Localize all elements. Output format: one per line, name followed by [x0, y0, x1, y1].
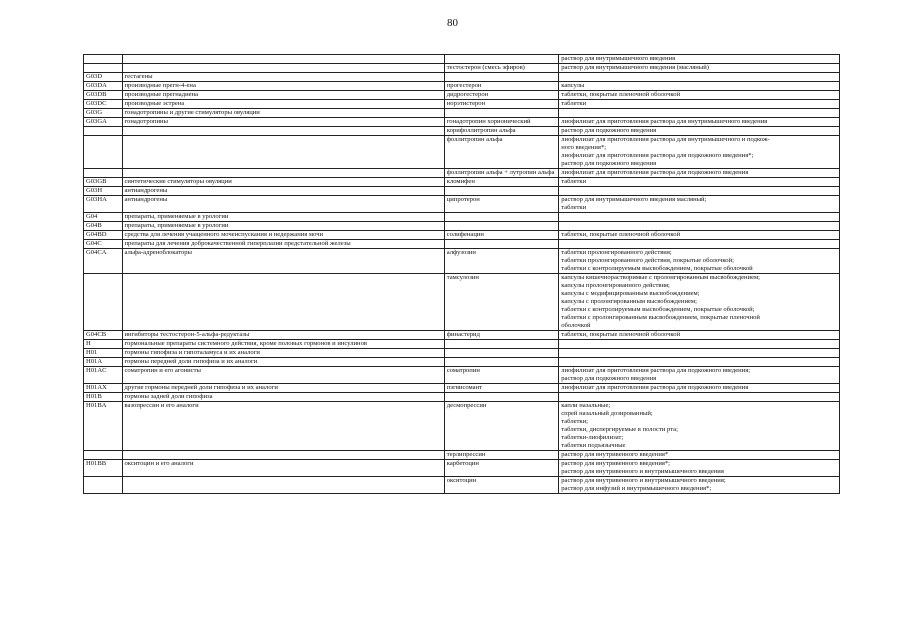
dosage-forms-cell	[559, 109, 840, 118]
dosage-form-line: лиофилизат для приготовления раствора для подкожного введения	[561, 384, 749, 391]
drug-name-cell	[444, 55, 559, 64]
group-name-cell: производные прегн-4-ена	[122, 82, 444, 91]
dosage-form-line: раствор для внутримышечного введения	[561, 55, 676, 62]
group-name-cell: соматропин и его агонисты	[122, 367, 444, 384]
table-row	[84, 358, 840, 367]
dosage-forms-cell	[559, 213, 840, 222]
dosage-forms-cell	[559, 136, 840, 169]
dosage-form-line: таблетки	[561, 100, 587, 107]
atc-code-cell: G03H	[84, 187, 123, 196]
atc-code-cell	[84, 477, 123, 494]
group-name-cell: антиандрогены	[122, 187, 444, 196]
table-row	[84, 213, 840, 222]
dosage-forms-cell	[559, 477, 840, 494]
table-row	[84, 460, 840, 477]
drug-name-cell	[444, 213, 559, 222]
dosage-form-line: раствор для подкожного введения	[561, 160, 657, 167]
group-name-cell: препараты для лечения доброкачественной гиперплазии предстательной железы	[122, 240, 444, 249]
dosage-form-line: таблетки с контролируемым высвобождением, покрытые оболочкой	[561, 265, 753, 272]
dosage-forms-cell	[559, 274, 840, 331]
dosage-form-line: капсулы кишечнорастворимые с пролонгированным высвобождением;	[561, 274, 761, 281]
dosage-form-line: таблетки	[561, 178, 587, 185]
dosage-form-line: таблетки	[561, 204, 587, 211]
dosage-form-line: капсулы с пролонгированным высвобождением;	[561, 298, 697, 305]
dosage-forms-cell	[559, 91, 840, 100]
dosage-forms-cell	[559, 349, 840, 358]
table-row	[84, 222, 840, 231]
dosage-form-line: лиофилизат для приготовления раствора для подкожного введения*;	[561, 152, 754, 159]
dosage-form-line: лиофилизат для приготовления раствора для внутримышечного и подкож-	[561, 136, 770, 143]
drug-name-cell	[444, 73, 559, 82]
table-row	[84, 73, 840, 82]
dosage-form-line: таблетки пролонгированного действия;	[561, 249, 672, 256]
dosage-form-line: таблетки с контролируемым высвобождением, покрытые оболочкой;	[561, 306, 755, 313]
dosage-form-line: оболочкой	[561, 322, 591, 329]
group-name-cell	[122, 127, 444, 136]
table-row	[84, 349, 840, 358]
table-row	[84, 402, 840, 451]
drug-name-cell: финастерид	[444, 331, 559, 340]
table-row	[84, 367, 840, 384]
atc-code-cell: H01	[84, 349, 123, 358]
drug-name-cell: гонадотропин хорионический	[444, 118, 559, 127]
drug-name-cell: корифоллитропин альфа	[444, 127, 559, 136]
drug-name-cell: ципротерон	[444, 196, 559, 213]
drug-name-cell	[444, 393, 559, 402]
atc-code-cell: G03DB	[84, 91, 123, 100]
atc-code-cell: G03G	[84, 109, 123, 118]
dosage-forms-cell	[559, 196, 840, 213]
table-row	[84, 187, 840, 196]
table-row	[84, 393, 840, 402]
table-row	[84, 340, 840, 349]
dosage-form-line: капсулы	[561, 82, 585, 89]
dosage-forms-cell	[559, 240, 840, 249]
drug-name-cell: кломифен	[444, 178, 559, 187]
atc-code-cell: G04B	[84, 222, 123, 231]
atc-code-cell: G03D	[84, 73, 123, 82]
atc-code-cell: H01AC	[84, 367, 123, 384]
table-row	[84, 331, 840, 340]
dosage-forms-cell	[559, 118, 840, 127]
dosage-forms-cell	[559, 64, 840, 73]
dosage-form-line: раствор для внутримышечного введения масляный;	[561, 196, 707, 203]
drug-name-cell	[444, 349, 559, 358]
group-name-cell: препараты, применяемые в урологии	[122, 213, 444, 222]
group-name-cell	[122, 169, 444, 178]
table-row	[84, 118, 840, 127]
drug-name-cell: пэгвисомант	[444, 384, 559, 393]
dosage-form-line: лиофилизат для приготовления раствора для подкожного введения;	[561, 367, 751, 374]
dosage-form-line: раствор для подкожного введения	[561, 127, 657, 134]
drug-name-cell: дидрогестерон	[444, 91, 559, 100]
atc-code-cell: G03GA	[84, 118, 123, 127]
drug-name-cell: соматропин	[444, 367, 559, 384]
dosage-form-line: раствор для внутримышечного введения (масляный)	[561, 64, 709, 71]
table-row	[84, 136, 840, 169]
dosage-forms-cell	[559, 127, 840, 136]
group-name-cell: гонадотропины и другие стимуляторы овуляции	[122, 109, 444, 118]
table-row	[84, 55, 840, 64]
dosage-forms-cell	[559, 331, 840, 340]
dosage-forms-cell	[559, 169, 840, 178]
group-name-cell: вазопрессин и его аналоги	[122, 402, 444, 451]
dosage-form-line: капли назальные;	[561, 402, 611, 409]
atc-code-cell: G04	[84, 213, 123, 222]
dosage-forms-cell	[559, 222, 840, 231]
table-row	[84, 178, 840, 187]
atc-code-cell: H01BA	[84, 402, 123, 451]
dosage-form-line: таблетки, покрытые пленочной оболочкой	[561, 331, 681, 338]
group-name-cell: препараты, применяемые в урологии	[122, 222, 444, 231]
table-row	[84, 231, 840, 240]
atc-code-cell: G04CA	[84, 249, 123, 274]
table-row	[84, 91, 840, 100]
dosage-form-line: капсулы пролонгированного действия;	[561, 282, 670, 289]
dosage-form-line: таблетки подъязычные	[561, 442, 626, 449]
atc-code-cell: H01B	[84, 393, 123, 402]
drug-name-cell: прогестерон	[444, 82, 559, 91]
table-body	[84, 55, 840, 494]
dosage-form-line: раствор для инфузий и внутримышечного введения*;	[561, 485, 712, 492]
table-row	[84, 274, 840, 331]
atc-code-cell: H	[84, 340, 123, 349]
dosage-forms-cell	[559, 340, 840, 349]
dosage-forms-cell	[559, 187, 840, 196]
atc-code-cell	[84, 169, 123, 178]
dosage-forms-cell	[559, 358, 840, 367]
dosage-forms-cell	[559, 178, 840, 187]
dosage-form-line: лиофилизат для приготовления раствора для подкожного введения	[561, 169, 749, 176]
dosage-forms-cell	[559, 73, 840, 82]
table-row	[84, 127, 840, 136]
atc-code-cell	[84, 451, 123, 460]
table-row	[84, 249, 840, 274]
drug-name-cell	[444, 187, 559, 196]
atc-code-cell: G03DC	[84, 100, 123, 109]
table-row	[84, 64, 840, 73]
dosage-form-line: раствор для внутривенного введения*	[561, 451, 669, 458]
drug-name-cell	[444, 109, 559, 118]
atc-code-cell: H01BB	[84, 460, 123, 477]
dosage-form-line: раствор для внутривенного и внутримышечного введения	[561, 468, 724, 475]
drug-name-cell: десмопрессин	[444, 402, 559, 451]
dosage-forms-cell	[559, 451, 840, 460]
dosage-form-line: ного введения*;	[561, 144, 607, 151]
group-name-cell: производные прегнадиена	[122, 91, 444, 100]
atc-code-cell	[84, 64, 123, 73]
drug-name-cell	[444, 358, 559, 367]
group-name-cell: гормоны задней доли гипофиза	[122, 393, 444, 402]
group-name-cell: другие гормоны передней доли гипофиза и их аналоги	[122, 384, 444, 393]
atc-code-cell	[84, 55, 123, 64]
dosage-form-line: раствор для внутривенного и внутримышечного введения;	[561, 477, 726, 484]
atc-code-cell: G04C	[84, 240, 123, 249]
group-name-cell	[122, 136, 444, 169]
atc-code-cell	[84, 136, 123, 169]
atc-code-cell	[84, 127, 123, 136]
drug-name-cell: солифенацин	[444, 231, 559, 240]
atc-code-cell: H01AX	[84, 384, 123, 393]
table-row	[84, 100, 840, 109]
dosage-form-line: таблетки, диспергируемые в полости рта;	[561, 426, 678, 433]
group-name-cell: производные эстрена	[122, 100, 444, 109]
dosage-forms-cell	[559, 402, 840, 451]
atc-code-cell: H01A	[84, 358, 123, 367]
table-row	[84, 109, 840, 118]
dosage-form-line: таблетки с пролонгированным высвобождением, покрытые пленочной	[561, 314, 760, 321]
group-name-cell: окситоцин и его аналоги	[122, 460, 444, 477]
page-number: 80	[447, 17, 458, 29]
group-name-cell: антиандрогены	[122, 196, 444, 213]
atc-code-cell	[84, 274, 123, 331]
table-row	[84, 82, 840, 91]
dosage-form-line: раствор для внутривенного введения*;	[561, 460, 671, 467]
drug-name-cell: норэтистерон	[444, 100, 559, 109]
dosage-forms-cell	[559, 55, 840, 64]
table-row	[84, 477, 840, 494]
atc-code-cell: G04CB	[84, 331, 123, 340]
dosage-form-line: таблетки, покрытые пленочной оболочкой	[561, 231, 681, 238]
drug-name-cell: фоллитропин альфа + лутропин альфа	[444, 169, 559, 178]
dosage-form-line: раствор для подкожного введения	[561, 375, 657, 382]
group-name-cell: гормоны гипофиза и гипоталамуса и их аналоги	[122, 349, 444, 358]
medication-table	[83, 54, 840, 494]
group-name-cell	[122, 274, 444, 331]
atc-code-cell: G04BD	[84, 231, 123, 240]
atc-code-cell: G03HA	[84, 196, 123, 213]
group-name-cell: гонадотропины	[122, 118, 444, 127]
drug-name-cell	[444, 340, 559, 349]
drug-name-cell: тамсулозин	[444, 274, 559, 331]
table-row	[84, 169, 840, 178]
dosage-forms-cell	[559, 231, 840, 240]
drug-name-cell: карбетоцин	[444, 460, 559, 477]
table-row	[84, 196, 840, 213]
group-name-cell	[122, 477, 444, 494]
dosage-form-line: лиофилизат для приготовления раствора для внутримышечного введения	[561, 118, 768, 125]
dosage-form-line: таблетки-лиофилизат;	[561, 434, 624, 441]
group-name-cell	[122, 55, 444, 64]
dosage-forms-cell	[559, 393, 840, 402]
drug-name-cell: фоллитропин альфа	[444, 136, 559, 169]
group-name-cell: гормональные препараты системного действия, кроме половых гормонов и инсулинов	[122, 340, 444, 349]
dosage-form-line: спрей назальный дозированный;	[561, 410, 653, 417]
drug-name-cell: алфузозин	[444, 249, 559, 274]
dosage-form-line: таблетки, покрытые пленочной оболочкой	[561, 91, 681, 98]
dosage-forms-cell	[559, 384, 840, 393]
table-row	[84, 384, 840, 393]
atc-code-cell: G03DA	[84, 82, 123, 91]
group-name-cell: альфа-адреноблокаторы	[122, 249, 444, 274]
dosage-forms-cell	[559, 367, 840, 384]
group-name-cell: синтетические стимуляторы овуляции	[122, 178, 444, 187]
dosage-form-line: таблетки;	[561, 418, 588, 425]
dosage-forms-cell	[559, 460, 840, 477]
drug-name-cell: терлипрессин	[444, 451, 559, 460]
dosage-form-line: капсулы с модифицированным высвобождением;	[561, 290, 700, 297]
dosage-forms-cell	[559, 82, 840, 91]
group-name-cell: ингибиторы тестостерон-5-альфа-редуктазы	[122, 331, 444, 340]
group-name-cell: гестагены	[122, 73, 444, 82]
drug-name-cell	[444, 240, 559, 249]
drug-name-cell: тестостерон (смесь эфиров)	[444, 64, 559, 73]
dosage-forms-cell	[559, 100, 840, 109]
table-row	[84, 451, 840, 460]
group-name-cell: гормоны передней доли гипофиза и их аналоги	[122, 358, 444, 367]
drug-name-cell	[444, 222, 559, 231]
dosage-forms-cell	[559, 249, 840, 274]
group-name-cell	[122, 64, 444, 73]
group-name-cell: средства для лечения учащенного мочеиспускания и недержания мочи	[122, 231, 444, 240]
drug-name-cell: окситоцин	[444, 477, 559, 494]
group-name-cell	[122, 451, 444, 460]
table-row	[84, 240, 840, 249]
dosage-form-line: таблетки пролонгированного действия, покрытые оболочкой;	[561, 257, 734, 264]
atc-code-cell: G03GB	[84, 178, 123, 187]
